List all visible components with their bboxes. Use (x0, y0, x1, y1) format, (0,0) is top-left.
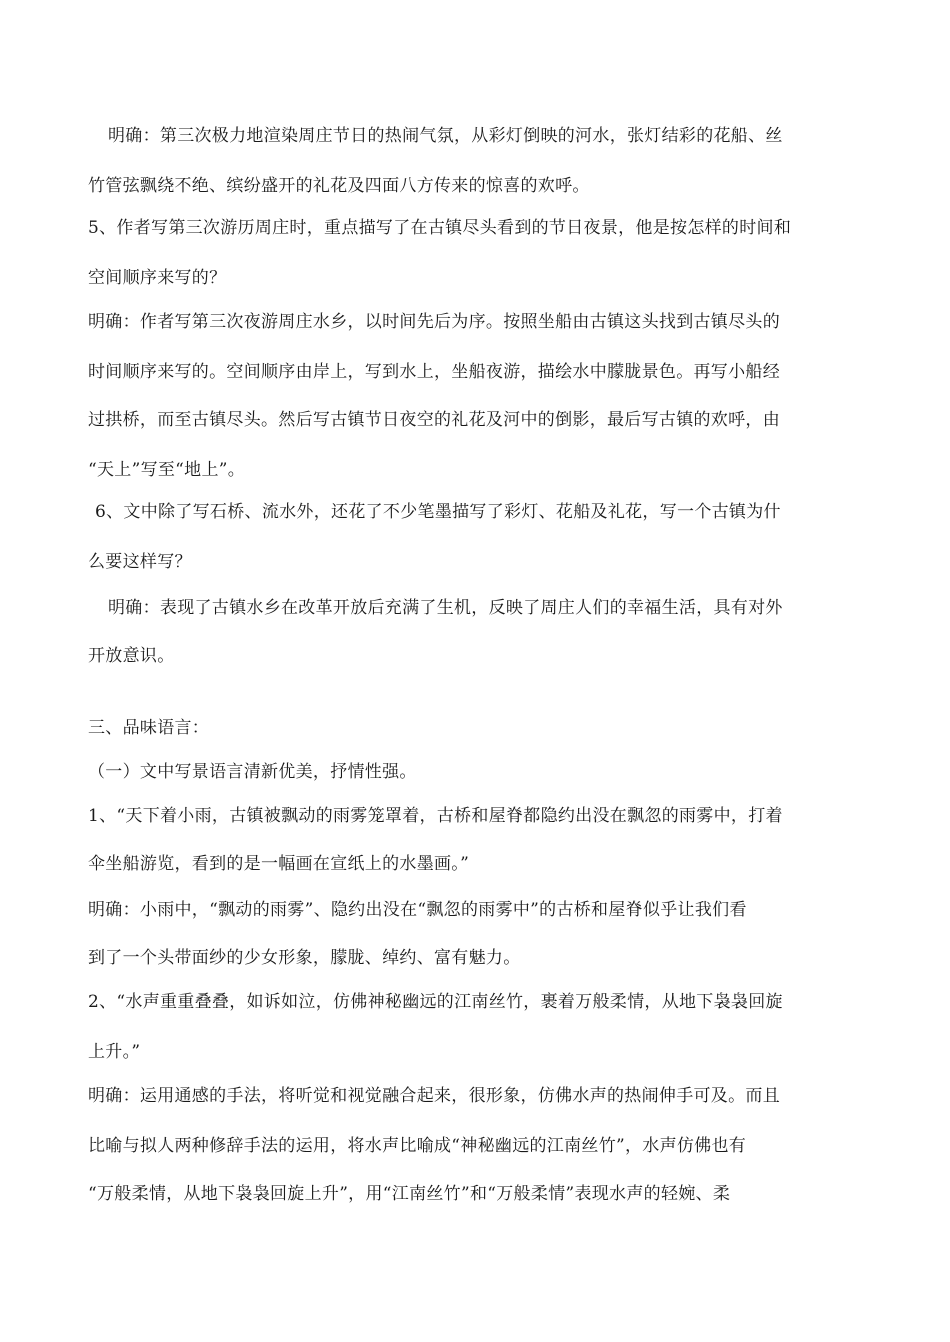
text-line: “万般柔情，从地下袅袅回旋上升”，用“江南丝竹”和“万般柔情”表现水声的轻婉、柔 (88, 1184, 731, 1204)
text-line: 明确：运用通感的手法，将听觉和视觉融合起来，很形象，仿佛水声的热闹伸手可及。而且 (88, 1086, 780, 1106)
text-line: 伞坐船游览，看到的是一幅画在宣纸上的水墨画。” (88, 854, 470, 874)
text-line: 明确：第三次极力地渲染周庄节日的热闹气氛，从彩灯倒映的河水，张灯结彩的花船、丝 (108, 126, 783, 146)
text-line: 比喻与拟人两种修辞手法的运用，将水声比喻成“神秘幽远的江南丝竹”，水声仿佛也有 (88, 1136, 747, 1156)
text-line: 明确：表现了古镇水乡在改革开放后充满了生机，反映了周庄人们的幸福生活，具有对外 (108, 598, 783, 618)
text-line: 时间顺序来写的。空间顺序由岸上，写到水上，坐船夜游，描绘水中朦胧景色。再写小船经 (88, 362, 780, 382)
text-line: 明确：作者写第三次夜游周庄水乡，以时间先后为序。按照坐船由古镇这头找到古镇尽头的 (88, 312, 780, 332)
text-line: 么要这样写？ (88, 552, 192, 572)
subsection-heading: （一）文中写景语言清新优美，抒情性强。 (88, 762, 417, 782)
text-line: 2、“水声重重叠叠，如诉如泣，仿佛神秘幽远的江南丝竹，裹着万般柔情，从地下袅袅回旋 (88, 992, 783, 1012)
text-line: 竹管弦飘绕不绝、缤纷盛开的礼花及四面八方传来的惊喜的欢呼。 (88, 176, 590, 196)
section-heading: 三、品味语言： (88, 718, 210, 738)
text-line: 1、“天下着小雨，古镇被飘动的雨雾笼罩着，古桥和屋脊都隐约出没在飘忽的雨雾中，打着 (88, 806, 783, 826)
text-line: “天上”写至“地上”。 (88, 460, 246, 480)
text-line: 6、文中除了写石桥、流水外，还花了不少笔墨描写了彩灯、花船及礼花，写一个古镇为什 (95, 502, 781, 522)
text-line: 过拱桥，而至古镇尽头。然后写古镇节日夜空的礼花及河中的倒影，最后写古镇的欢呼，由 (88, 410, 780, 430)
text-line: 5、作者写第三次游历周庄时，重点描写了在古镇尽头看到的节日夜景，他是按怎样的时间和 (88, 218, 792, 238)
text-line: 开放意识。 (88, 646, 175, 666)
text-line: 空间顺序来写的？ (88, 268, 227, 288)
text-line: 上升。” (88, 1042, 141, 1062)
text-line: 到了一个头带面纱的少女形象，朦胧、绰约、富有魅力。 (88, 948, 521, 968)
text-line: 明确：小雨中，“飘动的雨雾”、隐约出没在“飘忽的雨雾中”的古桥和屋脊似乎让我们看 (88, 900, 747, 920)
